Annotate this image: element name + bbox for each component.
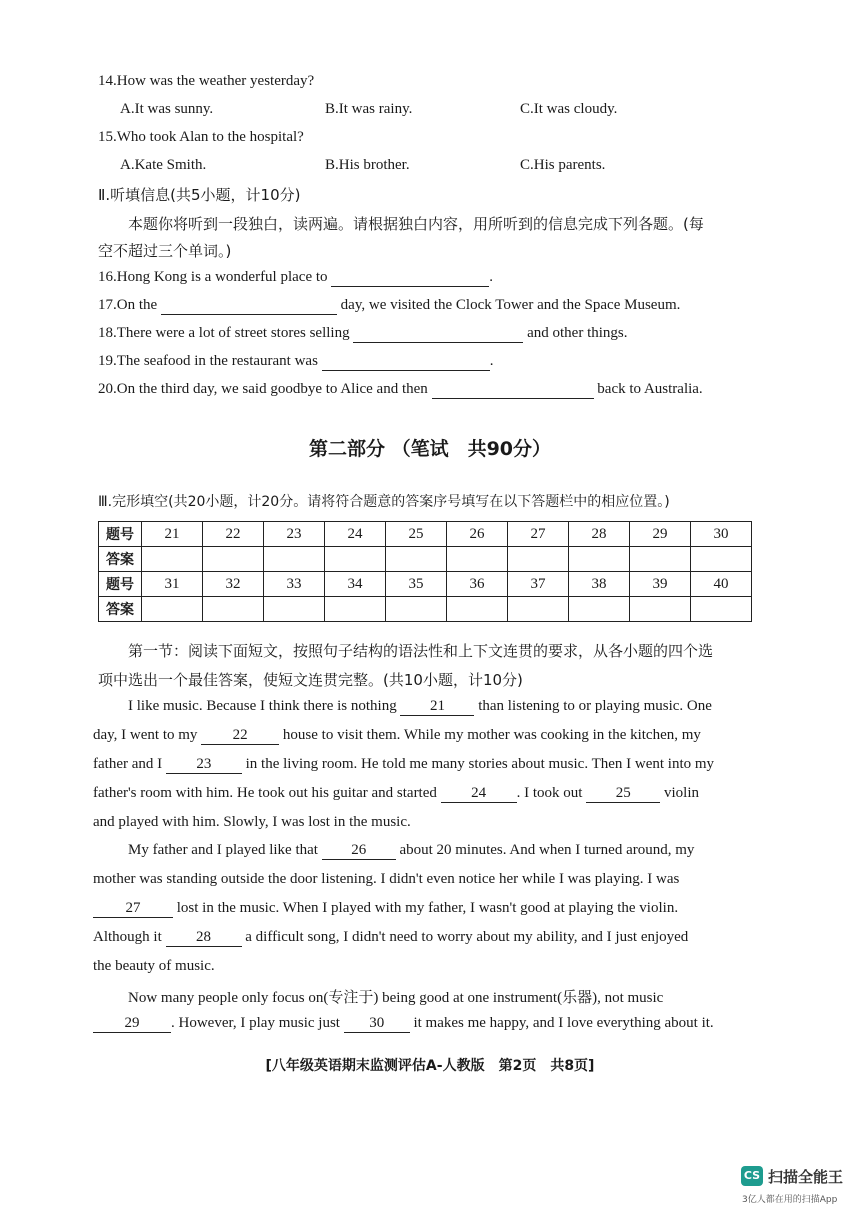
question-20 [98,381,703,399]
question-number-cell: 21 [142,522,203,547]
q20-text: 20.On the third day, we said goodbye to Alice and then [98,381,428,397]
blank-24[interactable]: 24 [441,785,517,803]
question-number-cell: 28 [569,522,630,547]
question-number-cell: 31 [142,572,203,597]
q14-option-b: B.It was rainy. [325,101,413,117]
table-row [99,547,752,572]
passage-text: it makes me happy, and I love everything about it. [413,1015,714,1031]
question-17 [98,297,680,315]
label-question-number: 题号 [99,572,142,597]
passage-text: in the living room. He told me many stories about music. Then I went into my [245,756,715,772]
passage-text: father's room with him. He took out his guitar and started [93,785,437,801]
question-number-cell: 34 [325,572,386,597]
q19-end: . [489,353,494,369]
passage-text: lost in the music. When I played with my father, I wasn't good at playing the violin. [176,900,679,916]
q16-text: 16.Hong Kong is a wonderful place to [98,269,328,285]
passage-line-6 [128,842,694,860]
question-number-cell: 26 [447,522,508,547]
passage-text: violin [663,785,699,801]
blank-23[interactable]: 23 [166,756,242,774]
question-number-cell: 24 [325,522,386,547]
question-number-cell: 32 [203,572,264,597]
table-row [99,572,752,597]
q16-end: . [489,269,494,285]
q14-option-c: C.It was cloudy. [520,101,618,117]
q18-blank[interactable] [353,325,523,343]
answer-cell[interactable] [691,547,752,572]
label-answer: 答案 [99,597,142,622]
blank-29[interactable]: 29 [93,1015,171,1033]
passage-line-11: Now many people only focus on(专注于) being good at one instrument(乐器), not music [128,990,664,1006]
question-number-cell: 25 [386,522,447,547]
answer-cell[interactable] [264,547,325,572]
answer-cell[interactable] [569,547,630,572]
answer-cell[interactable] [630,547,691,572]
passage-line-8 [93,900,678,918]
q17-text: 17.On the [98,297,158,313]
passage-line-3 [93,756,714,774]
table-row [99,522,752,547]
passage-line-2 [93,727,701,745]
passage-text: day, I went to my [93,727,198,743]
question-number-cell: 29 [630,522,691,547]
passage-line-9 [93,929,688,947]
answer-cell[interactable] [203,547,264,572]
watermark-tagline: 3亿人都在用的扫描App [742,1195,838,1205]
label-question-number: 题号 [99,522,142,547]
answer-cell[interactable] [569,597,630,622]
question-number-cell: 22 [203,522,264,547]
q18-end: and other things. [527,325,628,341]
q20-end: back to Australia. [597,381,703,397]
passage-text: house to visit them. While my mother was cooking in the kitchen, my [282,727,701,743]
q15-option-b: B.His brother. [325,157,410,173]
q19-text: 19.The seafood in the restaurant was [98,353,318,369]
label-answer: 答案 [99,547,142,572]
passage-line-5: and played with him. Slowly, I was lost in the music. [93,814,411,830]
passage-text: I like music. Because I think there is nothing [128,698,397,714]
page-footer: [八年级英语期末监测评估A-人教版 第2页 共8页] [265,1058,595,1074]
question-19 [98,353,493,371]
answer-cell[interactable] [508,547,569,572]
subsection-1-instruction-1: 第一节：阅读下面短文，按照句子结构的语法性和上下文连贯的要求，从各小题的四个选 [128,642,714,660]
passage-line-10: the beauty of music. [93,958,215,974]
question-number-cell: 27 [508,522,569,547]
part-2-title: 第二部分 （笔试 共90分） [308,438,552,460]
q20-blank[interactable] [432,381,594,399]
passage-line-7: mother was standing outside the door listening. I didn't even notice her while I was playing. I was [93,871,680,887]
question-15: 15.Who took Alan to the hospital? [98,129,304,145]
passage-line-12 [93,1015,714,1033]
blank-26[interactable]: 26 [322,842,396,860]
section-2-instruction-1: 本题你将听到一段独白，读两遍。请根据独白内容，用所听到的信息完成下列各题。(每 [128,215,704,233]
q15-option-a: A.Kate Smith. [120,157,207,173]
blank-21[interactable]: 21 [400,698,474,716]
answer-cell[interactable] [142,597,203,622]
passage-text: . However, I play music just [171,1015,340,1031]
answer-cell[interactable] [691,597,752,622]
blank-22[interactable]: 22 [201,727,279,745]
answer-cell[interactable] [386,547,447,572]
passage-line-1 [128,698,712,716]
q18-text: 18.There were a lot of street stores selling [98,325,350,341]
question-number-cell: 30 [691,522,752,547]
question-number-cell: 37 [508,572,569,597]
table-row [99,597,752,622]
camscanner-logo-icon: CS [741,1166,763,1186]
q14-option-a: A.It was sunny. [120,101,214,117]
question-number-cell: 23 [264,522,325,547]
passage-text: father and I [93,756,163,772]
blank-25[interactable]: 25 [586,785,660,803]
watermark-name: 扫描全能王 [768,1168,844,1186]
q17-end: day, we visited the Clock Tower and the Space Museum. [340,297,681,313]
subsection-1-instruction-2: 项中选出一个最佳答案，使短文连贯完整。(共10小题，计10分) [98,671,523,689]
answer-cell[interactable] [508,597,569,622]
q17-blank[interactable] [161,297,337,315]
passage-text: about 20 minutes. And when I turned around, my [399,842,695,858]
q15-option-c: C.His parents. [520,157,606,173]
answer-cell[interactable] [630,597,691,622]
answer-cell[interactable] [447,597,508,622]
passage-text: . I took out [516,785,583,801]
section-2-instruction-2: 空不超过三个单词。) [98,242,232,260]
question-number-cell: 40 [691,572,752,597]
blank-27[interactable]: 27 [93,900,173,918]
question-number-cell: 39 [630,572,691,597]
answer-cell[interactable] [325,547,386,572]
answer-cell[interactable] [203,597,264,622]
question-18 [98,325,628,343]
blank-30[interactable]: 30 [344,1015,410,1033]
passage-text: than listening to or playing music. One [478,698,712,714]
passage-text: My father and I played like that [128,842,318,858]
answer-cell[interactable] [386,597,447,622]
answer-cell[interactable] [447,547,508,572]
blank-28[interactable]: 28 [166,929,242,947]
passage-text: a difficult song, I didn't need to worry about my ability, and I just enjoyed [245,929,689,945]
section-2-heading: Ⅱ.听填信息(共5小题，计10分) [98,186,301,204]
question-16 [98,269,493,287]
passage-text: Although it [93,929,162,945]
passage-line-4 [93,785,699,803]
question-14: 14.How was the weather yesterday? [98,73,315,89]
answer-cell[interactable] [325,597,386,622]
question-number-cell: 33 [264,572,325,597]
section-3-heading: Ⅲ.完形填空(共20小题，计20分。请将符合题意的答案序号填写在以下答题栏中的相应位置。) [98,494,670,510]
question-number-cell: 35 [386,572,447,597]
question-number-cell: 38 [569,572,630,597]
question-number-cell: 36 [447,572,508,597]
q19-blank[interactable] [322,353,490,371]
answer-cell[interactable] [142,547,203,572]
answer-cell[interactable] [264,597,325,622]
q16-blank[interactable] [331,269,489,287]
answer-table [98,521,752,622]
